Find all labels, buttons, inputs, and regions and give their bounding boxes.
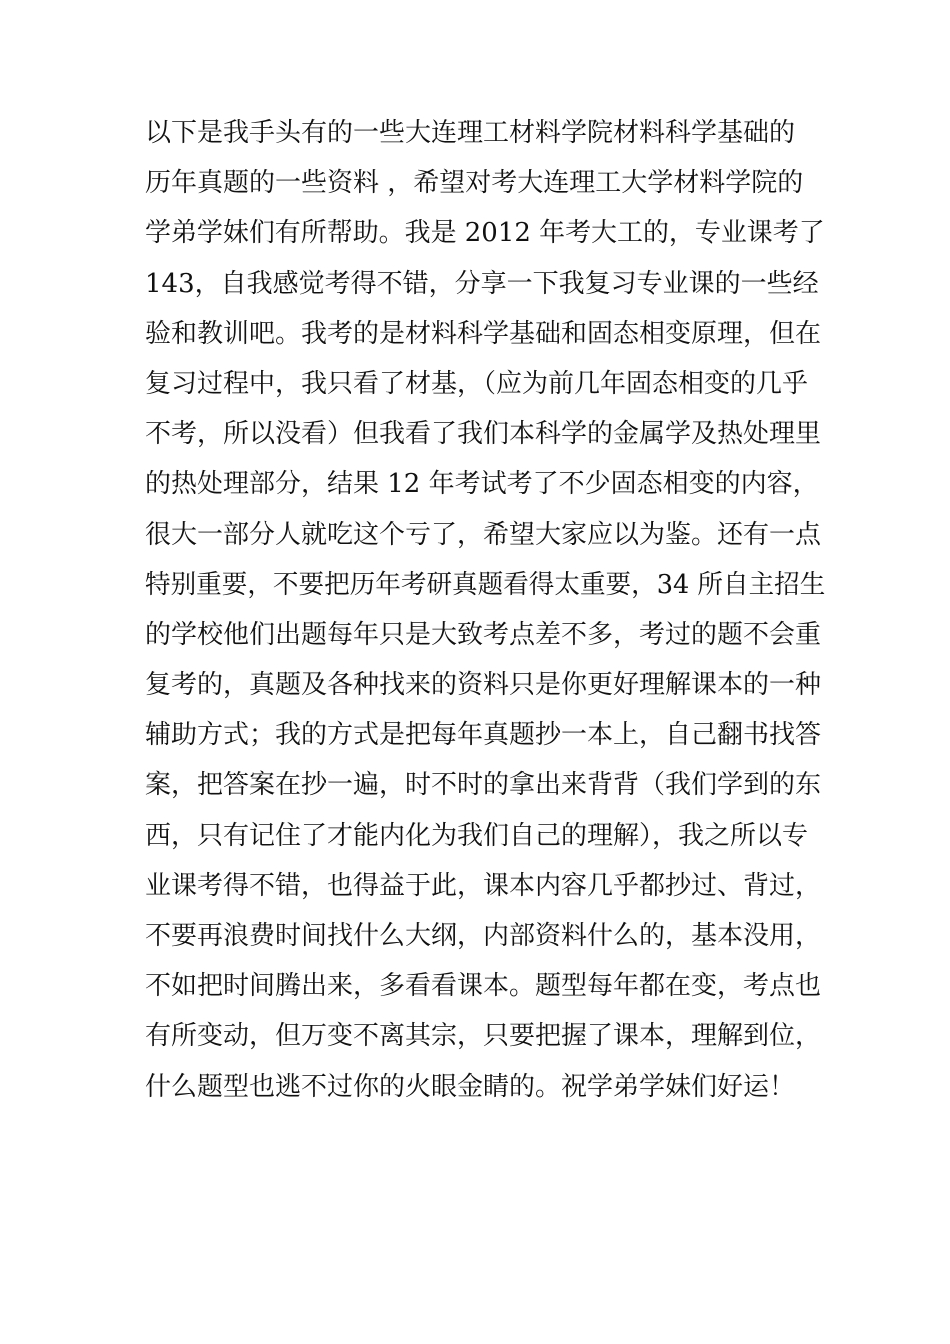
text-line: 很大一部分人就吃这个亏了，希望大家应以为鉴。还有一点 xyxy=(145,519,822,550)
text-line: 特别重要，不要把历年考研真题看得太重要，34 所自主招生 xyxy=(145,569,826,600)
text-line: 的学校他们出题每年只是大致考点差不多，考过的题不会重 xyxy=(145,619,822,650)
text-line: 不考，所以没看）但我看了我们本科学的金属学及热处理里 xyxy=(145,419,822,450)
text-line: 学弟学妹们有所帮助。我是 2012 年考大工的，专业课考了 xyxy=(145,218,825,249)
text-line: 143，自我感觉考得不错，分享一下我复习专业课的一些经 xyxy=(145,268,819,299)
text-line: 案，把答案在抄一遍，时不时的拿出来背背（我们学到的东 xyxy=(145,770,822,801)
text-line: 历年真题的一些资料 ，希望对考大连理工大学材料学院的 xyxy=(145,168,804,199)
text-line: 复考的，真题及各种找来的资料只是你更好理解课本的一种 xyxy=(145,670,822,701)
text-line: 什么题型也逃不过你的火眼金睛的。祝学弟学妹们好运！ xyxy=(145,1071,796,1102)
text-line: 验和教训吧。我考的是材料科学基础和固态相变原理，但在 xyxy=(145,318,822,349)
text-line: 的热处理部分，结果 12 年考试考了不少固态相变的内容， xyxy=(145,469,819,500)
text-line: 西，只有记住了才能内化为我们自己的理解），我之所以专 xyxy=(145,820,809,851)
text-line: 复习过程中，我只看了材基，（应为前几年固态相变的几乎 xyxy=(145,368,809,399)
text-line: 业课考得不错，也得益于此，课本内容几乎都抄过、背过， xyxy=(145,870,822,901)
text-line: 辅助方式；我的方式是把每年真题抄一本上，自己翻书找答 xyxy=(145,720,822,751)
text-line: 不要再浪费时间找什么大纲，内部资料什么的，基本没用， xyxy=(145,921,822,951)
text-line: 以下是我手头有的一些大连理工材料学院材料科学基础的 xyxy=(145,118,796,148)
text-line: 不如把时间腾出来，多看看课本。题型每年都在变，考点也 xyxy=(145,971,822,1002)
text-line: 有所变动，但万变不离其宗，只要把握了课本，理解到位， xyxy=(145,1021,822,1052)
body-paragraph xyxy=(145,112,825,1116)
